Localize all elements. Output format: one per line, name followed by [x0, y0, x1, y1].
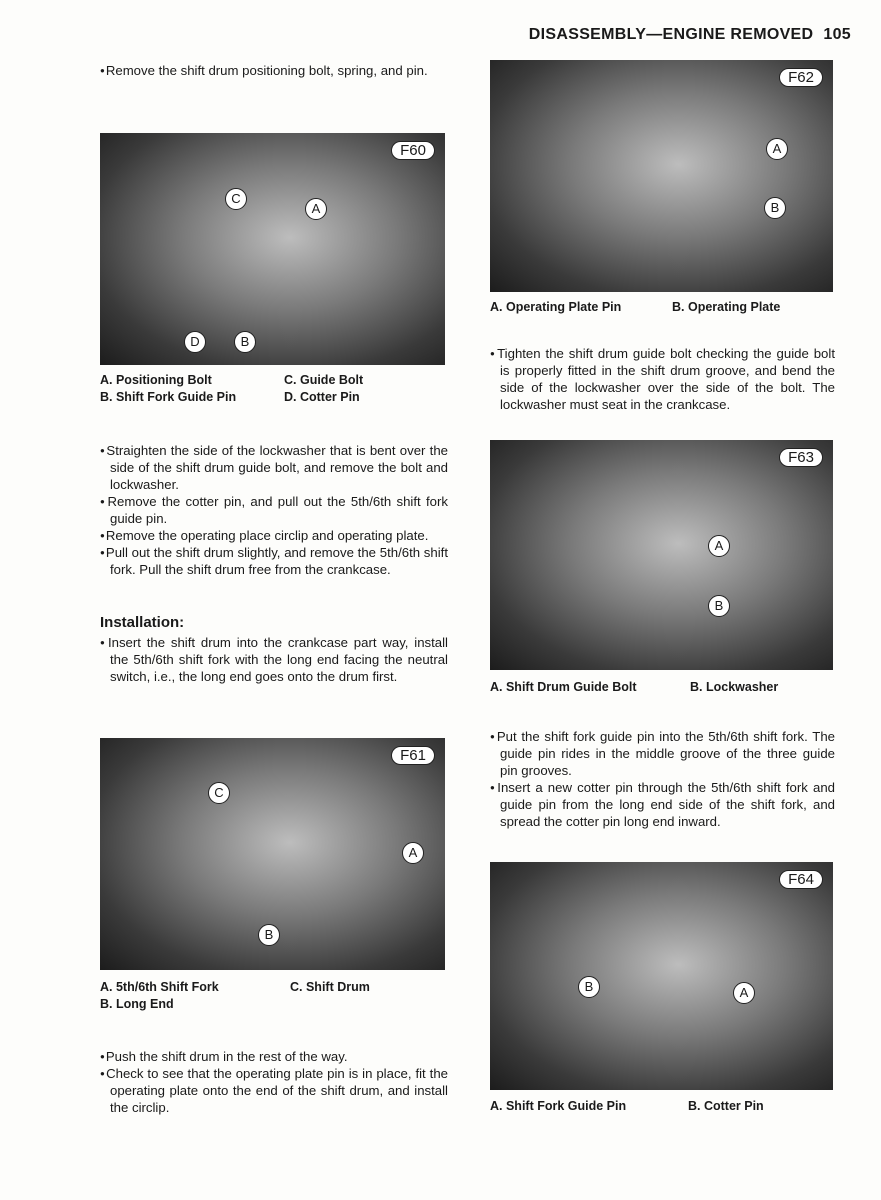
callout: C — [208, 782, 230, 804]
installation-heading: Installation: — [100, 614, 185, 631]
caption: A. Shift Drum Guide Bolt — [490, 680, 637, 694]
figure-f62-caption — [490, 299, 833, 317]
figure-f60-photo — [100, 133, 445, 365]
caption: B. Lockwasher — [690, 680, 779, 694]
bullet: ● Remove the cotter pin, and pull out the 5th/6th shift fork guide pin. — [100, 493, 448, 527]
removal-steps — [100, 442, 448, 578]
callout: A — [305, 198, 327, 220]
section-title: DISASSEMBLY—ENGINE REMOVED — [528, 26, 814, 43]
bullet: ● Straighten the side of the lockwasher that is bent over the side of the shift drum guide bolt, and remove the bolt and lockwasher. — [100, 442, 448, 493]
caption: D. Cotter Pin — [284, 390, 360, 404]
bullet: ● Put the shift fork guide pin into the 5th/6th shift fork. The guide pin rides in the middle groove of the three guide pin grooves. — [490, 728, 835, 779]
callout: A — [766, 138, 788, 160]
figure-f61-photo — [100, 738, 445, 970]
page-number: 105 — [823, 26, 851, 43]
bullet: ● Remove the shift drum positioning bolt, spring, and pin. — [100, 62, 448, 79]
bullet: ● Pull out the shift drum slightly, and remove the 5th/6th shift fork. Pull the shift drum free from the crankcase. — [100, 544, 448, 578]
callout: C — [225, 188, 247, 210]
bullet: ● Insert the shift drum into the crankcase part way, install the 5th/6th shift fork with the long end facing the neutral switch, i.e., the long end goes onto the drum first. — [100, 634, 448, 685]
figure-f64-photo — [490, 862, 833, 1090]
figure-label: F62 — [779, 68, 823, 87]
callout: B — [708, 595, 730, 617]
caption: A. 5th/6th Shift Fork — [100, 980, 219, 994]
caption: C. Guide Bolt — [284, 373, 364, 387]
callout: A — [402, 842, 424, 864]
callout: A — [708, 535, 730, 557]
figure-label: F63 — [779, 448, 823, 467]
caption: C. Shift Drum — [290, 980, 370, 994]
callout: B — [234, 331, 256, 353]
caption: B. Operating Plate — [672, 300, 781, 314]
figure-f60-caption — [100, 372, 445, 408]
caption: B. Shift Fork Guide Pin — [100, 390, 237, 404]
figure-f64-caption — [490, 1098, 833, 1116]
figure-f61-caption — [100, 979, 445, 1015]
callout: B — [764, 197, 786, 219]
figure-label: F64 — [779, 870, 823, 889]
callout: B — [578, 976, 600, 998]
callout: B — [258, 924, 280, 946]
caption: A. Operating Plate Pin — [490, 300, 622, 314]
callout: D — [184, 331, 206, 353]
figure-f63-photo — [490, 440, 833, 670]
install-text — [100, 634, 448, 685]
caption: B. Long End — [100, 997, 174, 1011]
bullet: ● Insert a new cotter pin through the 5th/6th shift fork and guide pin from the long end side of the shift fork, and spread the cotter pin long end inward. — [490, 779, 835, 830]
figure-f62-photo — [490, 60, 833, 292]
pin-steps — [490, 728, 835, 830]
caption: A. Positioning Bolt — [100, 373, 212, 387]
figure-label: F61 — [391, 746, 435, 765]
caption: B. Cotter Pin — [688, 1099, 764, 1113]
callout: A — [733, 982, 755, 1004]
bullet: ● Remove the operating place circlip and operating plate. — [100, 527, 448, 544]
tighten-text — [490, 345, 835, 413]
figure-f63-caption — [490, 679, 833, 697]
bullet: ● Push the shift drum in the rest of the way. — [100, 1048, 448, 1065]
caption: A. Shift Fork Guide Pin — [490, 1099, 627, 1113]
bullet: ● Check to see that the operating plate pin is in place, fit the operating plate onto the end of the shift drum, and install the circlip. — [100, 1065, 448, 1116]
figure-label: F60 — [391, 141, 435, 160]
final-steps — [100, 1048, 448, 1116]
bullet: ● Tighten the shift drum guide bolt checking the guide bolt is properly fitted in the shift drum groove, and bend the side of the lockwasher over the side of the bolt. The lockwasher must seat in the crankcase. — [490, 345, 835, 413]
page-header — [529, 26, 851, 44]
intro-text — [100, 62, 448, 79]
